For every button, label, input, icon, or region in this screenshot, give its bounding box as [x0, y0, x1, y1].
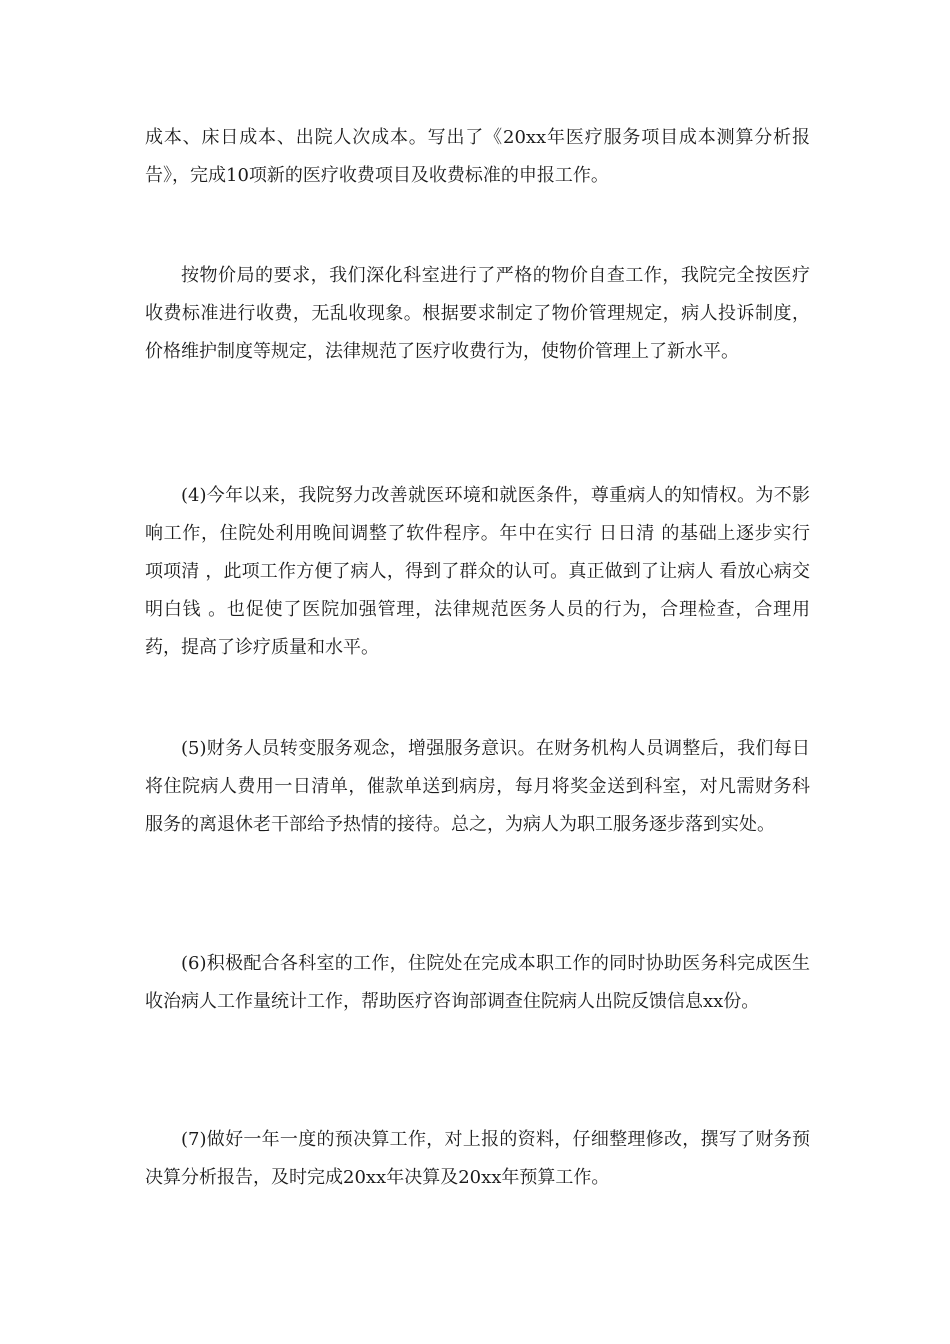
paragraph-item-5: (5)财务人员转变服务观念，增强服务意识。在财务机构人员调整后，我们每日将住院病人费用一日清单，催款单送到病房，每月将奖金送到科室，对凡需财务科服务的离退休老干部给予热情的接待。总之，为病人为职工服务逐步落到实处。 — [145, 738, 810, 835]
paragraph-cost-report: 成本、床日成本、出院人次成本。写出了《20xx年医疗服务项目成本测算分析报告》，完成10项新的医疗收费项目及收费标准的申报工作。 — [145, 127, 810, 186]
paragraph-price-inspection: 按物价局的要求，我们深化科室进行了严格的物价自查工作，我院完全按医疗收费标准进行收费，无乱收现象。根据要求制定了物价管理规定，病人投诉制度，价格维护制度等规定，法律规范了医疗收费行为，使物价管理上了新水平。 — [145, 265, 810, 362]
paragraph-item-4: (4)今年以来，我院努力改善就医环境和就医条件，尊重病人的知情权。为不影响工作，住院处利用晚间调整了软件程序。年中在实行 日日清 的基础上逐步实行 项项清 ，此项工作方便了病人，得到了群众的认可。真正做到了让病人 看放心病交明白钱 。也促使了医院加强管理，法律规范医务人员的行为，合理检查，合理用药，提高了诊疗质量和水平。 — [145, 485, 810, 658]
paragraph-item-7: (7)做好一年一度的预决算工作，对上报的资料，仔细整理修改，撰写了财务预决算分析报告，及时完成20xx年决算及20xx年预算工作。 — [145, 1129, 810, 1188]
paragraph-item-6: (6)积极配合各科室的工作，住院处在完成本职工作的同时协助医务科完成医生收治病人工作量统计工作，帮助医疗咨询部调查住院病人出院反馈信息xx份。 — [145, 953, 810, 1012]
